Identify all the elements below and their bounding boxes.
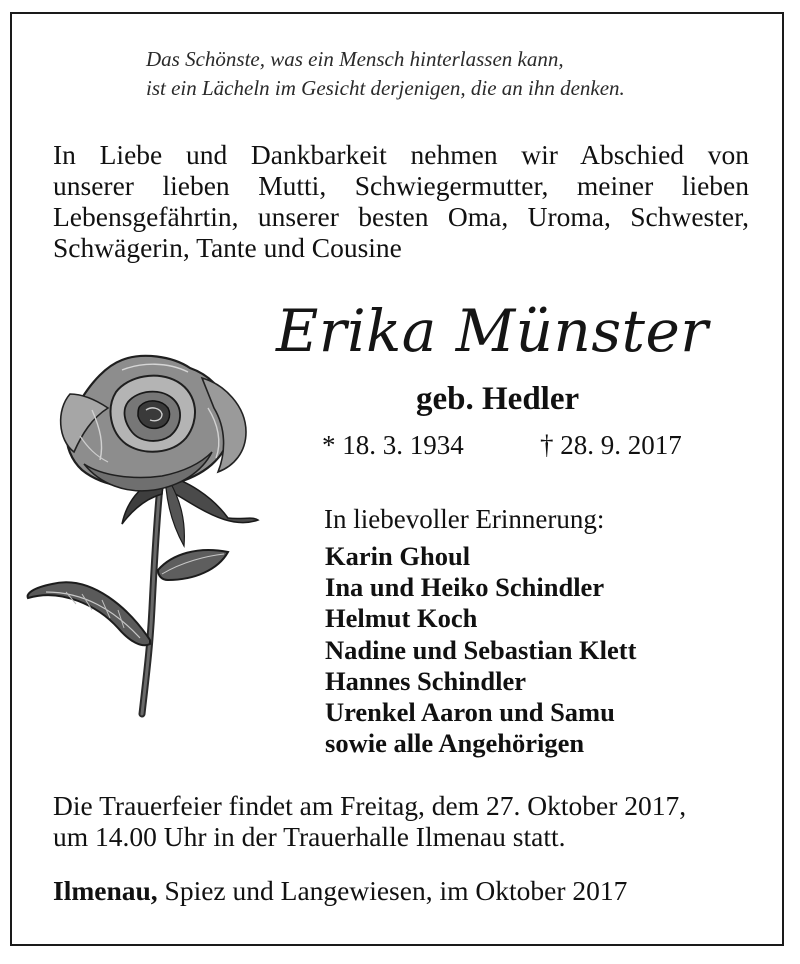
- mourner-item: Nadine und Sebastian Klett: [325, 634, 637, 665]
- ceremony-info: [53, 790, 753, 852]
- intro-line-2: unserer lieben Mutti, Schwiegermutter, meiner lieben: [53, 170, 749, 201]
- rose-icon: [22, 348, 262, 720]
- mourner-item: Hannes Schindler: [325, 665, 527, 696]
- birth-date: * 18. 3. 1934: [322, 430, 464, 460]
- footer-place-bold: Ilmenau,: [53, 875, 158, 906]
- memory-label: In liebevoller Erinnerung:: [324, 504, 605, 534]
- footer-places: [53, 874, 627, 908]
- deceased-name: Erika Münster: [276, 297, 709, 365]
- death-date: † 28. 9. 2017: [540, 430, 682, 460]
- intro-paragraph: [53, 139, 749, 263]
- mourner-item: sowie alle Angehörigen: [325, 728, 585, 759]
- quote-line-1: Das Schönste, was ein Mensch hinterlassen kann,: [146, 47, 564, 71]
- footer-place-rest: Spiez und Langewiesen, im Oktober 2017: [157, 875, 628, 906]
- mourner-item: Ina und Heiko Schindler: [325, 572, 605, 603]
- mourner-item: Karin Ghoul: [325, 541, 471, 571]
- mourner-item: Urenkel Aaron und Samu: [325, 697, 615, 728]
- mourner-item: Helmut Koch: [325, 603, 478, 634]
- ceremony-line-1: Die Trauerfeier findet am Freitag, dem 27. Oktober 2017,: [53, 790, 687, 821]
- intro-line-1: In Liebe und Dankbarkeit nehmen wir Abschied von: [53, 139, 749, 170]
- intro-line-3: Lebensgefährtin, unserer besten Oma, Uroma, Schwester,: [53, 201, 749, 232]
- birth-name: geb. Hedler: [416, 381, 580, 417]
- quote-line-2: ist ein Lächeln im Gesicht derjenigen, die an ihn denken.: [146, 76, 625, 100]
- intro-line-4: Schwägerin, Tante und Cousine: [53, 232, 402, 263]
- mourners-list: [325, 541, 636, 759]
- memorial-quote: [146, 45, 766, 103]
- ceremony-line-2: um 14.00 Uhr in der Trauerhalle Ilmenau statt.: [53, 821, 566, 852]
